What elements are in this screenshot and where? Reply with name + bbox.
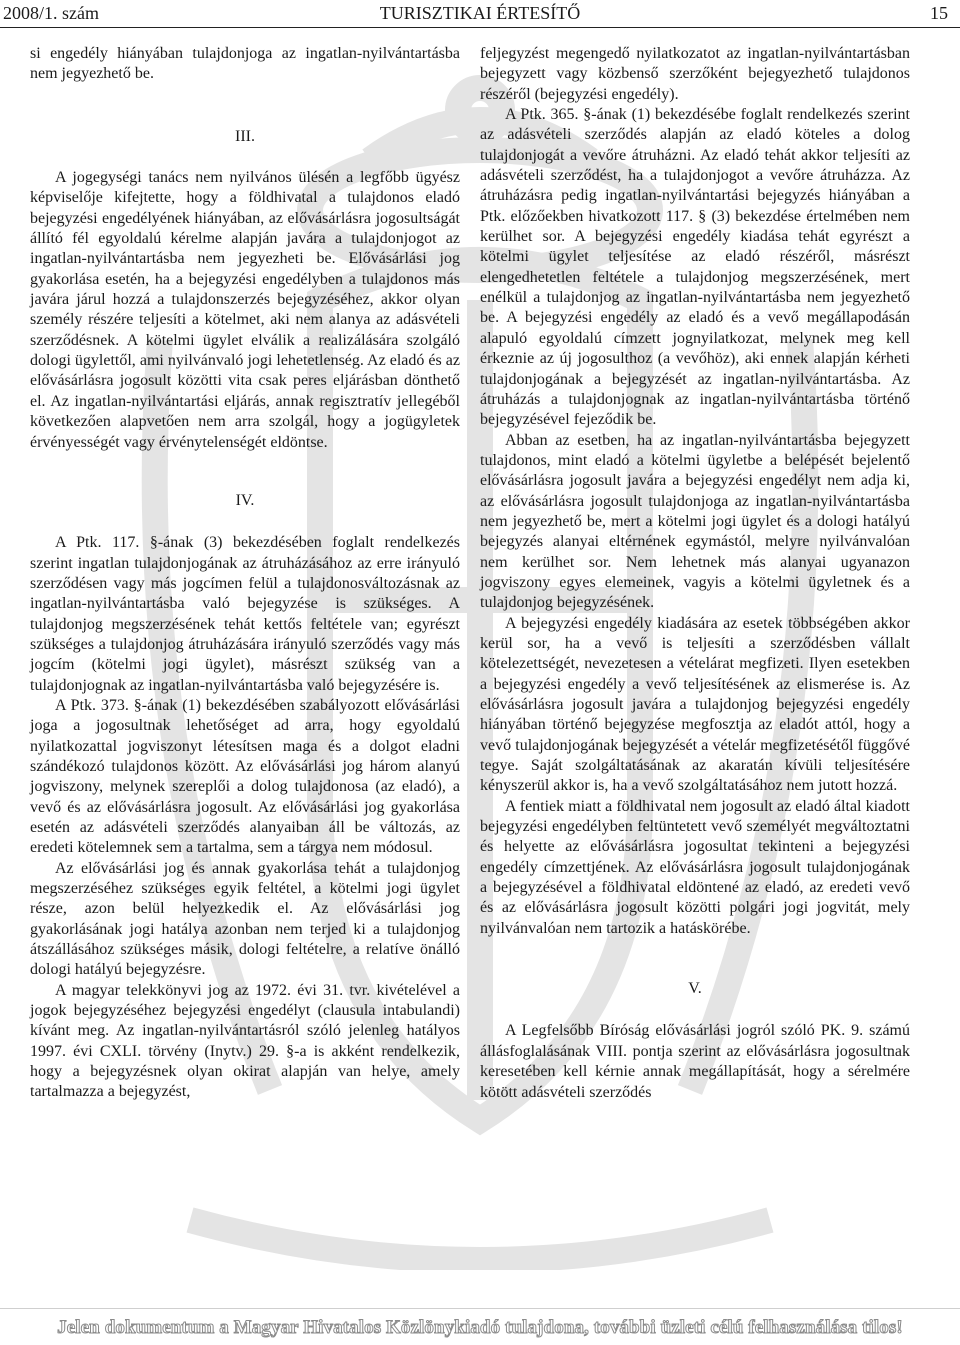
running-header [0,0,960,30]
copyright-notice: Jelen dokumentum a Magyar Hivatalos Közlönykiadó tulajdona, további üzleti célú felhasználása tilos! [57,1317,903,1338]
paragraph: A Ptk. 373. §-ának (1) bekezdésében szabályozott elővásárlási joga a jogosultnak lehetőséget ad arra, hogy egyoldalú nyilatkozattal jogviszonyt létesítsen maga és a dolgot eladni szándékozó tulajdonos között. Az elővásárlási jog három alanyú jogviszony, melynek szereplői a dolog tulajdonosa (az eladó), a vevő és az elővásárlásra jogosult. Az elővásárlási jog gyakorlása esetén az adásvételi szerződés alanyaiban áll be változás, az eredeti kötelemnek sem a tartalma, sem a tárgya nem módosul. [30,696,460,857]
paragraph: Az elővásárlási jog és annak gyakorlása tehát a tulajdonjog megszerzéséhez szükséges egyik feltétel, a kötelmi jogi ügylet része, azon belül helyezkedik el. Az elővásárlási jog gyakorlásának jogi hatálya azonban nem terjed ki a tulajdonjog átszállásához szükséges másik, dologi feltételre, a relatíve önálló dologi hatályú bejegyzésre. [30,859,460,979]
header-rule [0,27,960,28]
paragraph: A magyar telekkönyvi jog az 1972. évi 31. tvr. kivételével a jogok bejegyzéséhez bejegyzési engedélyt (clausula intabulandi) kívánt meg. Az ingatlan-nyilvántartásról szóló jelenleg hatályos 1997. évi CXLI. törvény (Inytv.) 29. §-a is akként rendelkezik, hogy a bejegyzésnek olyan okirat alapján van helye, amely tartalmazza a bejegyzést, [30,981,460,1101]
paragraph: A Legfelsőbb Bíróság elővásárlási jogról szóló PK. 9. számú állásfoglalásának VIII. pontja szerint az elővásárlásra jogosultnak keresetében kell kérnie annak megállapítását, hogy a sérelmére kötött adásvételi szerződés [480,1022,910,1101]
paragraph: A bejegyzési engedély kiadására az esetek többségében akkor kerül sor, ha a vevő is teljesíti a szerződésben vállalt kötelezettségét, nevezetesen a vételárat megfizeti. Ilyen esetekben a bejegyzési engedély a vevő teljesítésének az elismerése is. Az elővásárlásra jogosult javára a tulajdonjog bejegyzési engedély hiányában történő bejegyzése megfosztja az eladót attól, hogy a vevő tulajdonjogának bejegyzését a vételár megfizetésétől függővé tegye. Saját szolgáltatásának az akaratán kívüli teljesítésére kényszerül akkor is, ha a vevő szolgáltatásához nem jutott hozzá. [480,614,910,795]
paragraph-continued: si engedély hiányában tulajdonjoga az ingatlan-nyilvántartásba nem jegyezhető be. [30,45,460,83]
paragraph: A Ptk. 117. §-ának (3) bekezdésében foglalt rendelkezés szerint ingatlan tulajdonjogának az átruházásához az erre irányuló szerződésen vagy más jogcímen felül a tulajdonosváltozásnak az ingatlan-nyilvántartásba való bejegyzése is szükséges. A tulajdonjog megszerzésének tehát kettős feltétele van; egyrészt szükséges a tulajdonjog átruházására irányuló szerződés vagy más jogcím (kötelmi jogi ügylet), másrészt szükség van a tulajdonjognak az ingatlan-nyilvántartásba való bejegyzésére is. [30,534,460,694]
issue-label: 2008/1. szám [3,3,99,23]
left-column [30,44,460,1103]
copyright-footer [0,1300,960,1345]
footer-rule [0,1308,960,1309]
section-heading-v: V. [688,980,702,998]
paragraph: A jogegységi tanács nem nyilvános ülésén a legfőbb ügyész képviselője kifejtette, hogy a földhivatal a tulajdonos eladó bejegyzési engedélyének hiányában, az elővásárlásra jogosultságát állító fél egyoldalú kérelme alapján javára a tulajdonjogot az ingatlan-nyilvántartásba nem jegyezheti be. Elővásárlási jog gyakorlása esetén, ha a bejegyzési engedélyben a tulajdonos más javára járul hozzá a tulajdonszerzés bejegyzéséhez, akkor olyan személy részére teljesíti a kötelmet, aki nem alanya az adásvételi szerződésnek. A kötelmi ügylet elválik a realizálására szolgáló dologi ügylettől, ami nyilvánvaló jogi lehetetlenség. Az eladó és az elővásárlásra jogosult közötti vita csak peres eljárásban dönthető el. Az ingatlan-nyilvántartási eljárás, annak regisztratív jellegéből következően alapvetően nem arra szolgál, hogy a jogügyletek érvényességét vagy érvénytelenségét eldöntse. [30,169,460,451]
section-heading-iii: III. [235,127,255,145]
right-column [480,44,910,1103]
section-heading-iv: IV. [235,491,255,509]
paragraph: A Ptk. 365. §-ának (1) bekezdésébe foglalt rendelkezés szerint az adásvételi szerződés alapján az eladó köteles a dolog tulajdonjogát a vevőre átruházni. Az eladó tehát akkor teljesíti az adásvételi szerződést, ha a tulajdonjogot a vevőre átruházza. Az átruházásra pedig ingatlan-nyilvántartási bejegyzés hiányában a Ptk. előzőekben hivatkozott 117. § (3) bekezdése értelmében nem kerülhet sor. A bejegyzési engedély kiadása tehát egyrészt a kötelmi ügylet teljesítése az eladó részéről, másrészt elengedhetetlen feltétele a tulajdonjog megszerzésének, mert enélkül a tulajdonjog az ingatlan-nyilvántartásba nem jegyezhető be. A bejegyzési engedély az eladó és a vevő megállapodásán alapuló egyoldalú címzett jognyilatkozat, melynek meg kell érkeznie az új jogosulthoz (a vevőhöz), aki ennek alapján kérheti tulajdonjogának a bejegyzését az ingatlan-nyilvántartásba. Az átruházás a tulajdonjognak az ingatlan-nyilvántartásba történő bejegyzésével fejeződik be. [480,106,910,429]
paragraph-continued: feljegyzést megengedő nyilatkozatot az ingatlan-nyilvántartásban bejegyzett vagy közbenső szerzőként bejegyezhető tulajdonos részéről (bejegyzési engedély). [480,45,910,103]
paragraph: A fentiek miatt a földhivatal nem jogosult az eladó által kiadott bejegyzési engedélyben feltüntetett vevő személyét megváltoztatni és helyette az elővásárlásra jogosultat tekinteni a bejegyzési engedély címzettjének. Az elővásárlásra jogosult tulajdonjogának a bejegyzésével a földhivatal eldöntené az eladó, az eredeti vevő és az elővásárlásra jogosult közötti polgári jogi jogvitát, mely nyilvánvalóan nem tartozik a hatáskörébe. [480,797,910,937]
journal-title: TURISZTIKAI ÉRTESÍTŐ [379,3,581,23]
paragraph: Abban az esetben, ha az ingatlan-nyilvántartásba bejegyzett tulajdonos, mint eladó a kötelmi ügyletbe a belépését bejelentő elővásárlásra jogosult javára a bejegyzési engedélyt nem adja ki, az elővásárlásra jogosult tulajdonjoga az ingatlan-nyilvántartásba nem jegyezhető be, mert a kötelmi jogi ügylet és a dologi hatályú bejegyzés alanyai eltérnének egymástól, melyre nyilvánvalóan nem kerülhet sor. Nem lehetnek más alanyai ugyanazon jogviszony egyes elemeinek, vagyis a kötelmi ügyletnek és a tulajdonjog bejegyzésének. [480,431,910,612]
page-number: 15 [930,3,948,23]
